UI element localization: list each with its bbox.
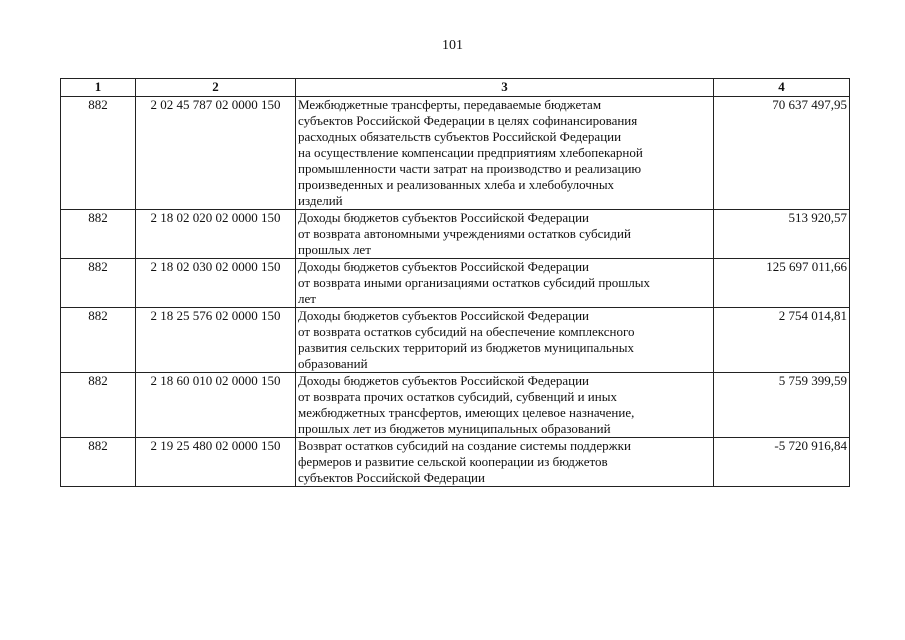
budget-classification-code-cell: 2 18 25 576 02 0000 150: [136, 308, 296, 373]
revenue-name-line: образований: [298, 356, 368, 371]
revenue-name-line: Межбюджетные трансферты, передаваемые бюджетам: [298, 97, 602, 112]
column-header-2: 2: [136, 79, 296, 97]
table-row: [61, 438, 850, 487]
table-row: [61, 210, 850, 259]
revenue-name-cell: [296, 210, 714, 259]
admin-code-cell: 882: [61, 438, 136, 487]
amount-cell: -5 720 916,84: [714, 438, 850, 487]
revenue-name-line: от возврата остатков субсидий на обеспечение комплексного: [298, 324, 635, 339]
revenue-name-line: прошлых лет: [298, 242, 371, 257]
admin-code-cell: 882: [61, 210, 136, 259]
amount-cell: 125 697 011,66: [714, 259, 850, 308]
revenue-name-line: расходных обязательств субъектов Российской Федерации: [298, 129, 622, 144]
admin-code-cell: 882: [61, 97, 136, 210]
revenue-name-cell: [296, 308, 714, 373]
amount-cell: 70 637 497,95: [714, 97, 850, 210]
revenue-name-line: прошлых лет из бюджетов муниципальных образований: [298, 421, 611, 436]
revenue-name-line: Возврат остатков субсидий на создание системы поддержки: [298, 438, 631, 453]
revenue-name-cell: [296, 438, 714, 487]
admin-code-cell: 882: [61, 259, 136, 308]
table-row: [61, 97, 850, 210]
revenue-name-line: на осуществление компенсации предприятиям хлебопекарной: [298, 145, 643, 160]
amount-cell: 5 759 399,59: [714, 373, 850, 438]
budget-classification-code-cell: 2 18 02 020 02 0000 150: [136, 210, 296, 259]
revenue-name-line: произведенных и реализованных хлеба и хлебобулочных: [298, 177, 615, 192]
revenue-name-line: Доходы бюджетов субъектов Российской Федерации: [298, 373, 589, 388]
revenue-name-line: промышленности части затрат на производство и реализацию: [298, 161, 642, 176]
revenue-name-line: развития сельских территорий из бюджетов муниципальных: [298, 340, 634, 355]
admin-code-cell: 882: [61, 373, 136, 438]
column-header-4: 4: [714, 79, 850, 97]
revenue-name-line: субъектов Российской Федерации в целях софинансирования: [298, 113, 638, 128]
budget-classification-code-cell: 2 19 25 480 02 0000 150: [136, 438, 296, 487]
revenue-name-line: Доходы бюджетов субъектов Российской Федерации: [298, 210, 589, 225]
revenue-name-line: изделий: [298, 193, 343, 208]
revenue-name-line: Доходы бюджетов субъектов Российской Федерации: [298, 259, 589, 274]
revenue-name-cell: [296, 373, 714, 438]
budget-classification-code-cell: 2 18 02 030 02 0000 150: [136, 259, 296, 308]
column-header-3: 3: [296, 79, 714, 97]
table-header-row: [61, 79, 850, 97]
amount-cell: 513 920,57: [714, 210, 850, 259]
admin-code-cell: 882: [61, 308, 136, 373]
revenue-name-line: лет: [298, 291, 316, 306]
page-number: 101: [442, 38, 463, 53]
revenue-name-line: межбюджетных трансфертов, имеющих целевое назначение,: [298, 405, 635, 420]
table-row: [61, 373, 850, 438]
revenue-name-line: от возврата прочих остатков субсидий, субвенций и иных: [298, 389, 617, 404]
budget-classification-code-cell: 2 18 60 010 02 0000 150: [136, 373, 296, 438]
table-row: [61, 259, 850, 308]
column-header-1: 1: [61, 79, 136, 97]
revenue-name-line: фермеров и развитие сельской кооперации из бюджетов: [298, 454, 608, 469]
revenue-name-cell: [296, 259, 714, 308]
table-row: [61, 308, 850, 373]
revenue-name-line: от возврата автономными учреждениями остатков субсидий: [298, 226, 631, 241]
budget-revenue-table: [60, 78, 850, 487]
table-body: [61, 97, 850, 487]
budget-classification-code-cell: 2 02 45 787 02 0000 150: [136, 97, 296, 210]
revenue-name-cell: [296, 97, 714, 210]
revenue-name-line: от возврата иными организациями остатков субсидий прошлых: [298, 275, 651, 290]
revenue-name-line: Доходы бюджетов субъектов Российской Федерации: [298, 308, 589, 323]
revenue-name-line: субъектов Российской Федерации: [298, 470, 485, 485]
amount-cell: 2 754 014,81: [714, 308, 850, 373]
